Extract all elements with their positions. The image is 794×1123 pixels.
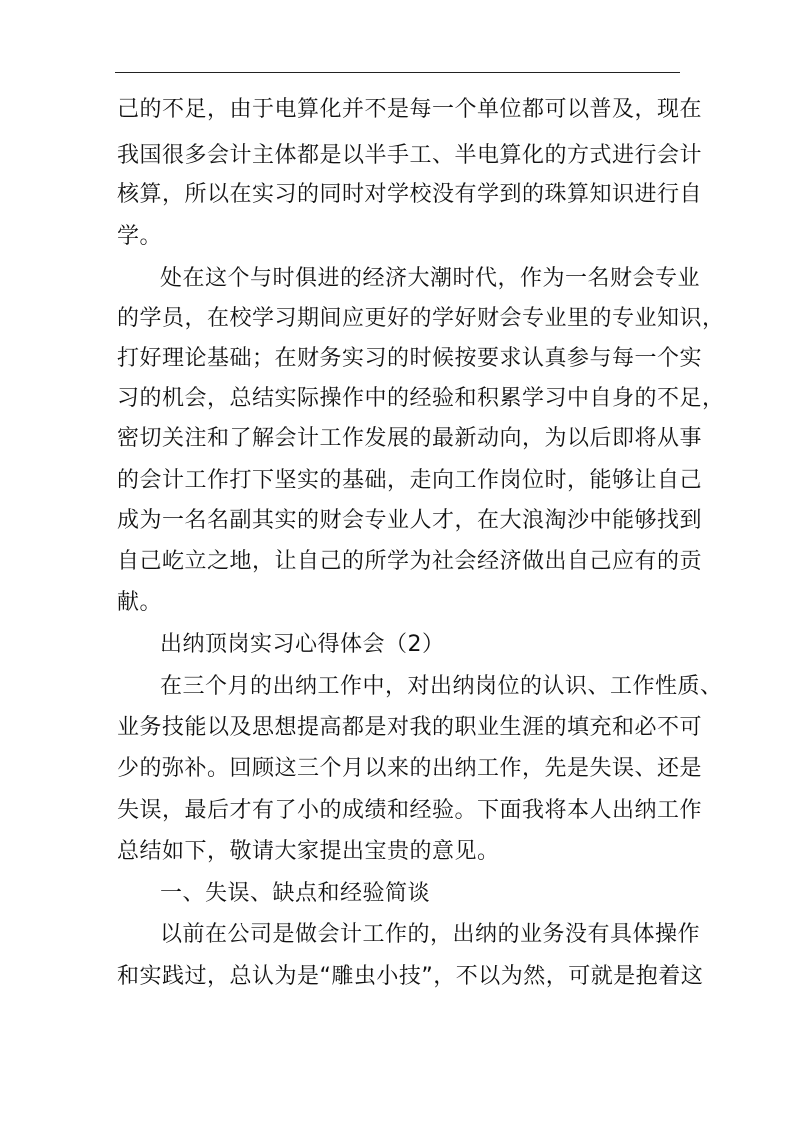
text-line: 成为一名名副其实的财会专业人才，在大浪淘沙中能够找到	[117, 508, 703, 533]
text-line: 少的弥补。回顾这三个月以来的出纳工作，先是失误、还是	[117, 756, 703, 781]
text-line: 总结如下，敬请大家提出宝贵的意见。	[117, 839, 500, 864]
text-line: 己的不足，由于电算化并不是每一个单位都可以普及，现在	[117, 97, 703, 122]
paragraph-first-line: 处在这个与时俱进的经济大潮时代，作为一名财会专业	[160, 266, 701, 291]
text-line: 的学员，在校学习期间应更好的学好财会专业里的专业知识，	[117, 306, 725, 331]
text-line: 学。	[117, 224, 163, 249]
paragraph-first-line: 在三个月的出纳工作中，对出纳岗位的认识、工作性质、	[160, 674, 723, 699]
subsection-heading: 一、失误、缺点和经验简谈	[160, 881, 431, 906]
text-line: 我国很多会计主体都是以半手工、半电算化的方式进行会计	[117, 143, 703, 168]
header-rule	[115, 72, 680, 73]
text-line: 失误，最后才有了小的成绩和经验。下面我将本人出纳工作	[117, 798, 703, 823]
text-line: 业务技能以及思想提高都是对我的职业生涯的填充和必不可	[117, 715, 703, 740]
text-line: 自己屹立之地，让自己的所学为社会经济做出自己应有的贡	[117, 549, 703, 574]
text-line: 打好理论基础；在财务实习的时候按要求认真参与每一个实	[117, 346, 703, 371]
text-line: 和实践过，总认为是“雕虫小技”，不以为然，可就是抱着这	[117, 964, 704, 989]
text-line: 献。	[117, 590, 163, 615]
paragraph-first-line: 以前在公司是做会计工作的，出纳的业务没有具体操作	[160, 922, 701, 947]
text-line: 习的机会，总结实际操作中的经验和积累学习中自身的不足，	[117, 386, 725, 411]
text-line: 的会计工作打下坚实的基础，走向工作岗位时，能够让自己	[117, 468, 703, 493]
text-line: 核算，所以在实习的同时对学校没有学到的珠算知识进行自	[117, 182, 703, 207]
text-line: 密切关注和了解会计工作发展的最新动向，为以后即将从事	[117, 426, 703, 451]
section-title: 出纳顶岗实习心得体会（2）	[160, 632, 445, 657]
